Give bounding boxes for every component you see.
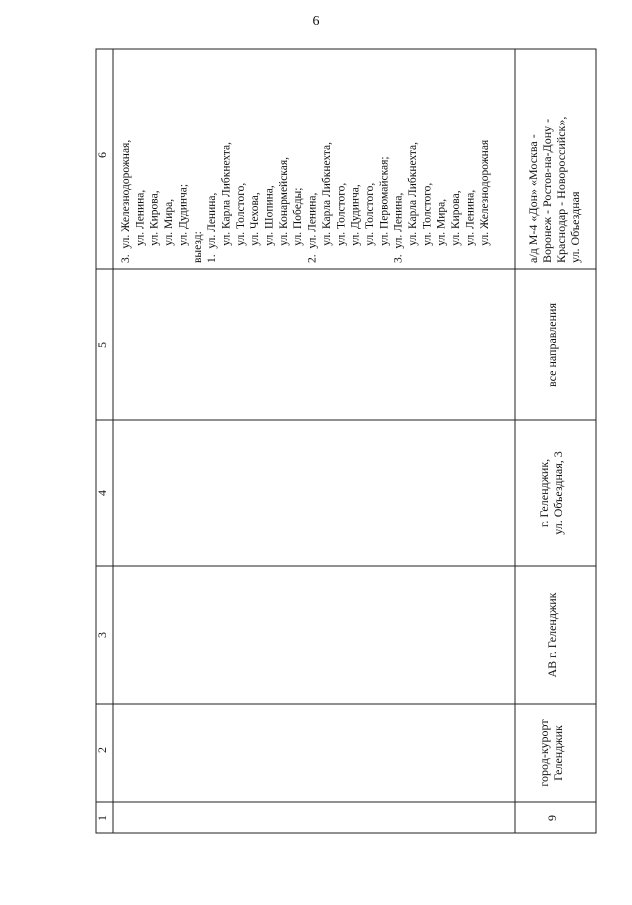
route-top-line: выезд:	[191, 231, 204, 263]
table-grid	[96, 49, 596, 833]
route-top-line: 1. ул. Ленина,	[206, 192, 219, 263]
route-top-line: ул. Толстого,	[335, 182, 348, 263]
column-header-4: 4	[95, 490, 109, 496]
route-top-line: ул. Кирова,	[450, 190, 463, 263]
column-header-1: 1	[95, 815, 109, 821]
route-top-line: ул. Мира,	[435, 198, 448, 263]
route-top-line: ул. Ленина,	[134, 189, 147, 263]
route-top-line: 2. ул. Ленина,	[306, 192, 319, 263]
settlement-line-1: город-курорт	[537, 719, 551, 787]
page-number: 6	[312, 14, 320, 29]
station-name: АВ г. Геленджик	[545, 592, 559, 678]
column-header-5: 5	[95, 342, 109, 348]
column-header-3: 3	[95, 632, 109, 638]
route-top-line: ул. Дудинча;	[177, 183, 190, 263]
route-top-line: ул. Победы;	[292, 187, 305, 263]
settlement-line-2: Геленджик	[551, 725, 565, 781]
route-top-line: 3. ул. Железнодорожная,	[120, 139, 132, 263]
route-top-line: ул. Карла Либкнехта,	[320, 141, 333, 263]
route-top-line: ул. Шопина,	[263, 185, 276, 263]
route-top-line: ул. Конармейская,	[277, 157, 290, 263]
direction: все направления	[545, 303, 559, 387]
row-number: 9	[545, 815, 559, 821]
route-top-line: ул. Карла Либкнехта,	[220, 141, 233, 263]
route-top-line: ул. Толстого,	[421, 182, 434, 263]
route-bottom-line-1: а/д М-4 «Дон» «Москва -	[526, 134, 540, 263]
route-top-line: ул. Первомайская;	[378, 156, 391, 263]
route-bottom-line-2: Воронеж - Ростов-на-Дону -	[540, 118, 554, 263]
route-top-line: ул. Мира,	[163, 198, 176, 263]
route-top-line: ул. Ленина,	[464, 189, 477, 263]
route-top-line: ул. Дудинча,	[349, 184, 362, 263]
route-bottom-line-4: ул. Объездная	[568, 191, 582, 263]
column-header-2: 2	[95, 747, 109, 753]
route-top-line: ул. Толстого,	[363, 182, 376, 263]
route-top-line: ул. Железнодорожная	[478, 139, 491, 263]
route-bottom-line-3: Краснодар - Новороссийск»,	[554, 116, 568, 263]
route-top-line: ул. Карла Либкнехта,	[407, 141, 419, 263]
column-header-6: 6	[95, 152, 109, 158]
route-top-text	[120, 139, 491, 263]
route-top-line: 3. ул. Ленина,	[392, 192, 405, 263]
route-top-line: ул. Толстого,	[234, 182, 247, 263]
route-top-line: ул. Кирова,	[148, 190, 161, 263]
route-top-line: ул. Чехова,	[249, 192, 262, 263]
address-line-1: г. Геленджик,	[537, 458, 551, 528]
address-line-2: ул. Объездная, 3	[551, 451, 565, 535]
